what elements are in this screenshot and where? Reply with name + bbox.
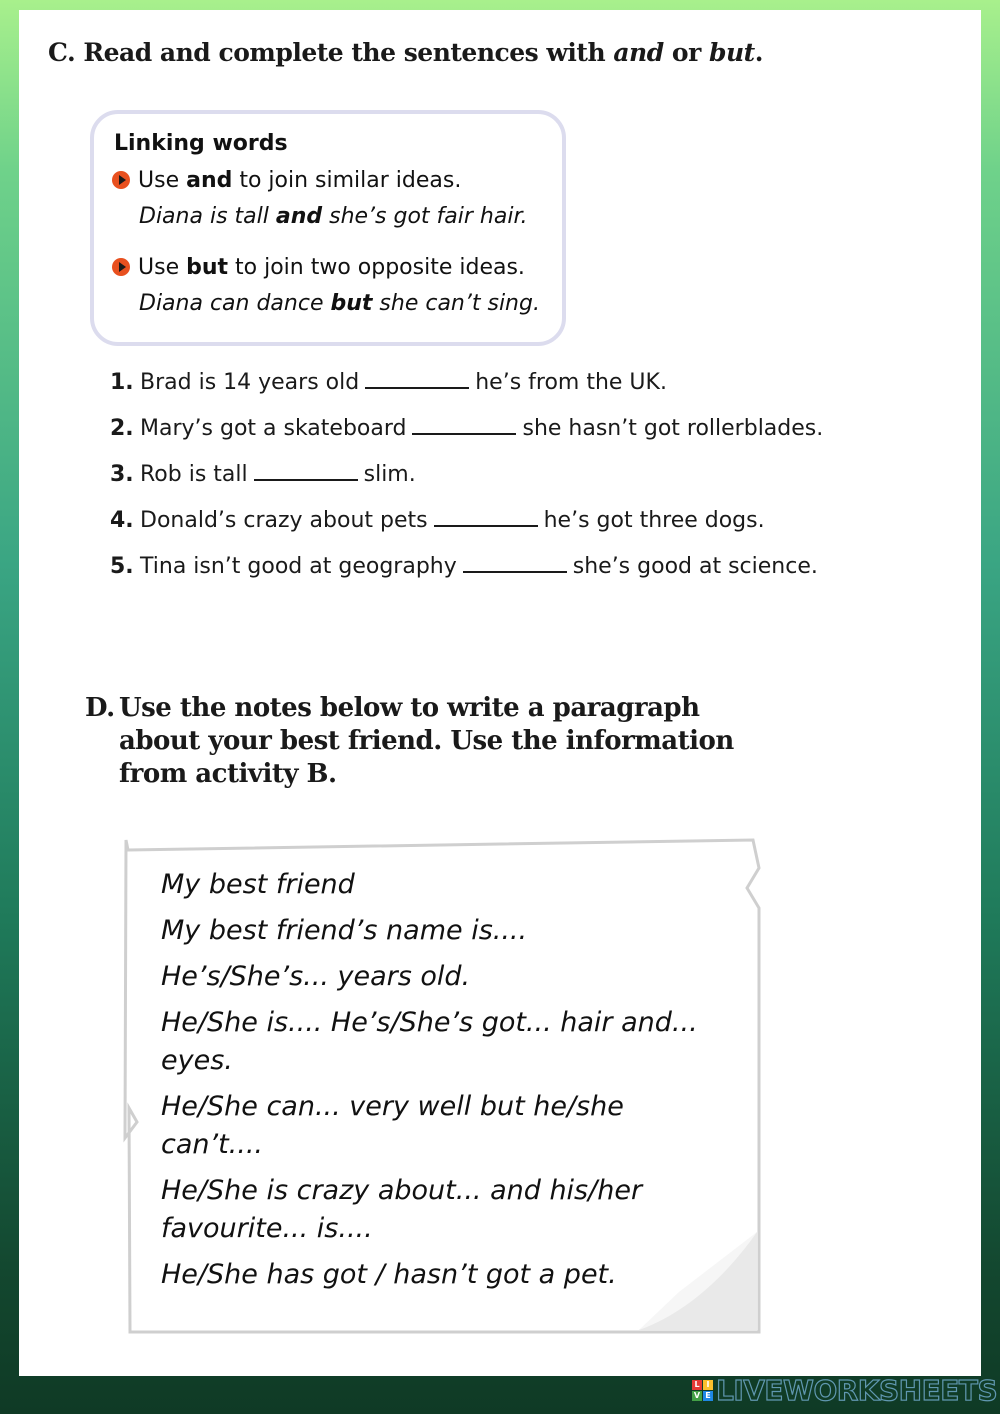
note-line-3: He/She is.... He’s/She’s got... hair and... eyes. bbox=[161, 1007, 698, 1076]
answer-blank-2[interactable] bbox=[412, 415, 516, 435]
example-and: Diana is tall and she’s got fair hair. bbox=[139, 204, 528, 229]
rule-and: Use and to join similar ideas. bbox=[112, 168, 461, 193]
exercise-item-1: 1. Brad is 14 years old he’s from the UK. bbox=[110, 370, 667, 395]
exercise-item-3: 3. Rob is tall slim. bbox=[110, 462, 416, 487]
answer-blank-1[interactable] bbox=[365, 369, 469, 389]
note-line-4: He/She can... very well but he/she can’t.... bbox=[161, 1091, 624, 1160]
exercise-item-4: 4. Donald’s crazy about pets he’s got three dogs. bbox=[110, 508, 765, 533]
liveworksheets-logo-icon: L I V E bbox=[692, 1380, 713, 1401]
rule-but: Use but to join two opposite ideas. bbox=[112, 255, 525, 280]
exercise-item-2: 2. Mary’s got a skateboard she hasn’t got rollerblades. bbox=[110, 416, 824, 441]
worksheet-page bbox=[19, 10, 981, 1376]
example-but: Diana can dance but she can’t sing. bbox=[139, 291, 540, 316]
answer-blank-4[interactable] bbox=[434, 507, 538, 527]
liveworksheets-watermark bbox=[692, 1373, 998, 1407]
section-c-heading: C. Read and complete the sentences with and or but. bbox=[48, 38, 763, 67]
linking-words-title: Linking words bbox=[114, 131, 288, 156]
play-bullet-icon bbox=[112, 258, 130, 276]
note-line-1: My best friend’s name is.... bbox=[161, 915, 528, 946]
notes-paper bbox=[123, 838, 763, 1334]
note-line-6: He/She has got / hasn’t got a pet. bbox=[161, 1259, 617, 1290]
play-bullet-icon bbox=[112, 171, 130, 189]
linking-words-box bbox=[90, 110, 566, 346]
page-curl-icon bbox=[639, 1232, 759, 1332]
answer-blank-3[interactable] bbox=[254, 461, 358, 481]
note-title: My best friend bbox=[161, 869, 355, 900]
watermark-text: LIVEWORKSHEETS bbox=[716, 1373, 998, 1407]
note-line-2: He’s/She’s... years old. bbox=[161, 961, 471, 992]
note-line-5: He/She is crazy about... and his/her favourite... is.... bbox=[161, 1175, 643, 1244]
section-d-heading: D. Use the notes below to write a paragraph about your best friend. Use the information from activity B. bbox=[85, 693, 734, 789]
exercise-item-5: 5. Tina isn’t good at geography she’s good at science. bbox=[110, 554, 818, 579]
answer-blank-5[interactable] bbox=[463, 553, 567, 573]
